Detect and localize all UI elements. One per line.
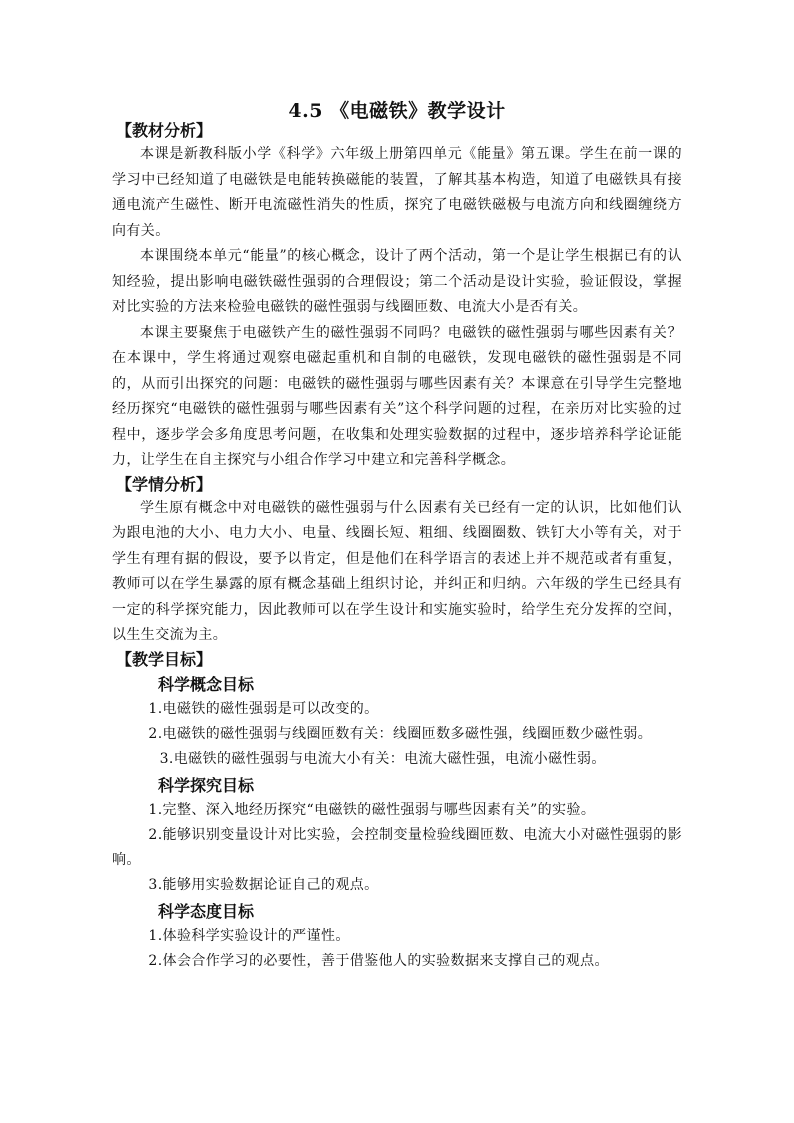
inquiry-goal-3: 3.能够用实验数据论证自己的观点。: [148, 876, 379, 893]
heading-teaching-goals: 【教学目标】: [116, 649, 213, 669]
inquiry-goal-1: 1.完整、深入地经历探究“电磁铁的磁性强弱与哪些因素有关”的实验。: [148, 801, 596, 818]
attitude-goal-1: 1.体验科学实验设计的严谨性。: [148, 927, 350, 944]
subheading-attitude-goals: 科学态度目标: [158, 901, 255, 921]
heading-learner-analysis: 【学情分析】: [116, 474, 213, 494]
attitude-goal-2: 2.体会合作学习的必要性，善于借鉴他人的实验数据来支撑自己的观点。: [148, 952, 609, 969]
heading-textbook-analysis: 【教材分析】: [116, 121, 213, 140]
concept-goal-1: 1.电磁铁的磁性强弱是可以改变的。: [148, 700, 379, 717]
inquiry-goal-2: 2.能够识别变量设计对比实验，会控制变量检验线圈匝数、电流大小对磁性强弱的影响。: [112, 826, 682, 868]
subheading-inquiry-goals: 科学探究目标: [158, 775, 255, 795]
learner-paragraph-1: 学生原有概念中对电磁铁的磁性强弱与什么因素有关已经有一定的认识，比如他们认为跟电池的大小、电力大小、电量、线圈长短、粗细、线圈圈数、铁钉大小等有关，对于学生有理有据的假设，要予以肯定，但是他们在科学语言的表述上并不规范或者有重复，教师可以在学生暴露的原有概念基础上组织讨论，并纠正和归纳。六年级的学生已经具有一定的科学探究能力，因此教师可以在学生设计和实施实验时，给学生充分发挥的空间，以生生交流为主。: [112, 499, 682, 643]
concept-goal-3: 3.电磁铁的磁性强弱与电流大小有关：电流大磁性强，电流小磁性弱。: [159, 750, 606, 767]
analysis-paragraph-1: 本课是新教科版小学《科学》六年级上册第四单元《能量》第五课。学生在前一课的学习中已经知道了电磁铁是电能转换磁能的装置，了解其基本构造，知道了电磁铁具有接通电流产生磁性、断开电流磁性消失的性质，探究了电磁铁磁极与电流方向和线圈缠绕方向有关。: [112, 146, 682, 239]
analysis-paragraph-2: 本课围绕本单元“能量”的核心概念，设计了两个活动，第一个是让学生根据已有的认知经验，提出影响电磁铁磁性强弱的合理假设；第二个活动是设计实验，验证假设，掌握对比实验的方法来检验电磁铁的磁性强弱与线圈匝数、电流大小是否有关。: [112, 248, 682, 315]
document-body: [112, 120, 682, 974]
document-title: 4.5 《电磁铁》教学设计: [288, 100, 506, 122]
analysis-paragraph-3: 本课主要聚焦于电磁铁产生的磁性强弱不同吗？电磁铁的磁性强弱与哪些因素有关？在本课中，学生将通过观察电磁起重机和自制的电磁铁，发现电磁铁的磁性强弱是不同的，从而引出探究的问题：电磁铁的磁性强弱与哪些因素有关？本课意在引导学生完整地经历探究“电磁铁的磁性强弱与哪些因素有关”这个科学问题的过程，在亲历对比实验的过程中，逐步学会多角度思考问题，在收集和处理实验数据的过程中，逐步培养科学论证能力，让学生在自主探究与小组合作学习中建立和完善科学概念。: [112, 324, 682, 468]
concept-goal-2: 2.电磁铁的磁性强弱与线圈匝数有关：线圈匝数多磁性强，线圈匝数少磁性弱。: [148, 725, 653, 742]
subheading-concept-goals: 科学概念目标: [158, 674, 255, 694]
